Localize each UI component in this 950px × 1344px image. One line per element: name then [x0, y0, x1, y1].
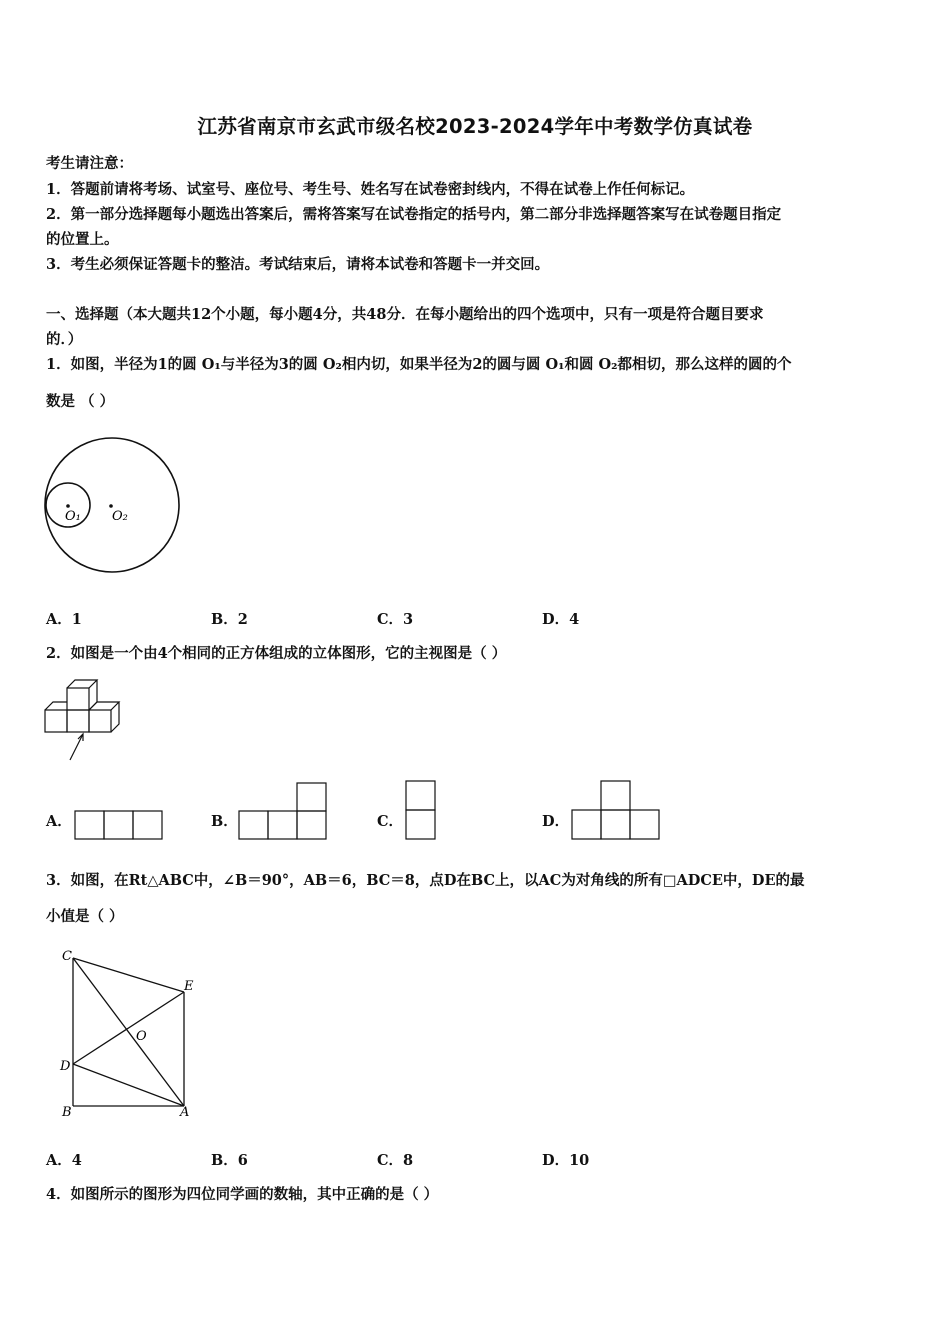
- label-o: O: [136, 1029, 147, 1044]
- question-3-text: 3．如图，在Rt△ABC中，∠B＝90°，AB＝6，BC＝8，点D在BC上，以AC为对角线的所有□ADCE中，DE的最: [46, 872, 805, 889]
- q2-option-d-figure[interactable]: [570, 780, 664, 842]
- q2-option-d[interactable]: D．: [542, 813, 570, 830]
- segment-de: [73, 992, 184, 1064]
- section-heading-cont: 的．）: [46, 331, 83, 348]
- notice-item: 3．考生必须保证答题卡的整洁。考试结束后，请将本试卷和答题卡一并交回。: [46, 256, 550, 273]
- q1-option-c[interactable]: C．3: [377, 611, 414, 628]
- q2-option-c-figure[interactable]: [404, 780, 438, 842]
- center-o2: [109, 504, 113, 508]
- q2-option-b-figure[interactable]: [238, 781, 330, 841]
- question-2-figure: [43, 678, 127, 766]
- segment-ca: [73, 958, 184, 1106]
- question-3-figure: [56, 944, 206, 1124]
- q3-option-b[interactable]: B．6: [211, 1152, 248, 1169]
- question-3-text-cont: 小值是（ ）: [46, 908, 124, 925]
- q3-option-a[interactable]: A．4: [46, 1152, 82, 1169]
- section-heading: 一、选择题（本大题共12个小题，每小题4分，共48分．在每小题给出的四个选项中，只有一项是符合题目要求: [46, 306, 764, 323]
- question-1-text: 1．如图，半径为1的圆 O₁与半径为3的圆 O₂相内切，如果半径为2的圆与圆 O₁和圆 O₂都相切，那么这样的圆的个: [46, 356, 792, 373]
- label-o2: O₂: [112, 509, 128, 524]
- question-1-text-cont: 数是 （ ）: [46, 393, 115, 410]
- q3-option-d[interactable]: D．10: [542, 1152, 590, 1169]
- question-4-text: 4．如图所示的图形为四位同学画的数轴，其中正确的是（ ）: [46, 1186, 439, 1203]
- q2-option-c[interactable]: C．: [377, 813, 404, 830]
- notice-item: 的位置上。: [46, 231, 119, 248]
- notice-item: 2．第一部分选择题每小题选出答案后，需将答案写在试卷指定的括号内，第二部分非选择题答案写在试卷题目指定: [46, 206, 782, 223]
- q1-option-a[interactable]: A．1: [46, 611, 82, 628]
- notice-item: 1．答题前请将考场、试室号、座位号、考生号、姓名写在试卷密封线内，不得在试卷上作任何标记。: [46, 181, 695, 198]
- label-d: D: [60, 1059, 71, 1074]
- label-a: A: [180, 1105, 190, 1120]
- q2-option-a[interactable]: A．: [46, 813, 72, 830]
- label-o1: O₁: [65, 509, 81, 524]
- notice-heading: 考生请注意：: [46, 155, 133, 172]
- q2-option-a-figure[interactable]: [74, 810, 164, 840]
- q3-option-c[interactable]: C．8: [377, 1152, 414, 1169]
- label-e: E: [184, 979, 194, 994]
- label-b: B: [62, 1105, 72, 1120]
- segment-ce: [73, 958, 184, 992]
- q1-option-b[interactable]: B．2: [211, 611, 248, 628]
- segment-da: [73, 1064, 184, 1106]
- q2-option-b[interactable]: B．: [211, 813, 238, 830]
- q1-option-d[interactable]: D．4: [542, 611, 580, 628]
- page-title: 江苏省南京市玄武市级名校2023-2024学年中考数学仿真试卷: [197, 115, 753, 138]
- question-2-text: 2．如图是一个由4个相同的正方体组成的立体图形，它的主视图是（ ）: [46, 645, 507, 662]
- question-1-figure: [40, 432, 190, 582]
- label-c: C: [62, 949, 72, 964]
- center-o1: [66, 504, 70, 508]
